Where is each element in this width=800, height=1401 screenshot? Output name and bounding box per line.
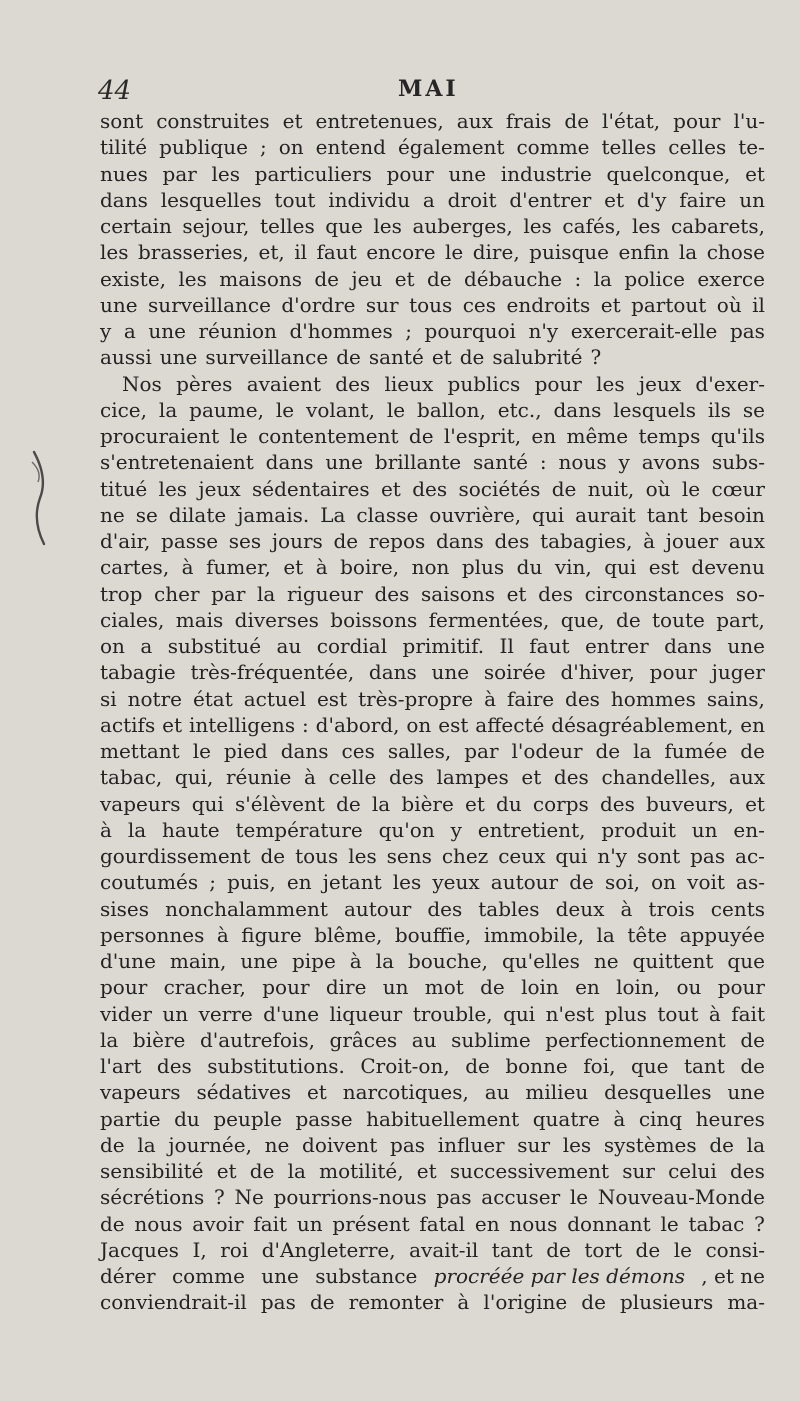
text-line: pour cracher, pour dire un mot de loin en loin, ou pour bbox=[100, 975, 765, 1000]
text-line: s'entretenaient dans une brillante santé : nous y avons subs- bbox=[100, 450, 765, 475]
page-number: 44 bbox=[98, 76, 132, 106]
text-line: sensibilité et de la motilité, et successivement sur celui des bbox=[100, 1159, 765, 1183]
text-line: vider un verre d'une liqueur trouble, qui n'est plus tout à fait bbox=[100, 1001, 765, 1026]
text-line: de nous avoir fait un présent fatal en nous donnant le tabac ? bbox=[100, 1211, 765, 1236]
text-line: tilité publique ; on entend également comme telles celles te- bbox=[100, 135, 765, 160]
text-line: ne se dilate jamais. La classe ouvrière, qui aurait tant besoin bbox=[100, 502, 765, 527]
text-line: à la haute température qu'on y entretient, produit un en- bbox=[100, 817, 765, 842]
text-line: tabac, qui, réunie à celle des lampes et des chandelles, aux bbox=[100, 765, 765, 790]
text-line: de la journée, ne doivent pas influer sur les systèmes de la bbox=[100, 1132, 765, 1157]
text-line: partie du peuple passe habituellement quatre à cinq heures bbox=[100, 1106, 765, 1131]
text-line: d'air, passe ses jours de repos dans des tabagies, à jouer aux bbox=[100, 529, 765, 553]
text-line: cice, la paume, le volant, le ballon, etc., dans lesquels ils se bbox=[100, 397, 765, 422]
text-line: aussi une surveillance de santé et de salubrité ? bbox=[100, 345, 602, 370]
text-line: cartes, à fumer, et à boire, non plus du vin, qui est devenu bbox=[100, 555, 765, 580]
text-line: conviendrait-il pas de remonter à l'origine de plusieurs ma- bbox=[100, 1290, 765, 1315]
text-line: l'art des substitutions. Croit-on, de bonne foi, que tant de bbox=[100, 1054, 765, 1078]
text-line: y a une réunion d'hommes ; pourquoi n'y exercerait-elle pas bbox=[100, 319, 765, 343]
text-line: les brasseries, et, il faut encore le dire, puisque enfin la chose bbox=[100, 240, 765, 265]
text-line: existe, les maisons de jeu et de débauche : la police exerce bbox=[100, 266, 765, 291]
text-line: nues par les particuliers pour une industrie quelconque, et bbox=[100, 161, 765, 186]
margin-bracket-mark bbox=[26, 448, 56, 548]
text-line: sont construites et entretenues, aux frais de l'état, pour l'u- bbox=[100, 109, 765, 133]
text-line: sécrétions ? Ne pourrions-nous pas accuser le Nouveau-Monde bbox=[100, 1185, 765, 1210]
body-text bbox=[100, 108, 765, 1316]
text-line: actifs et intelligens : d'abord, on est affecté désagréablement, en bbox=[100, 712, 765, 737]
text-line: procuraient le contentement de l'esprit, en même temps qu'ils bbox=[100, 424, 765, 448]
text-line: tabagie très-fréquentée, dans une soirée d'hiver, pour juger bbox=[100, 660, 765, 685]
text-line: une surveillance d'ordre sur tous ces endroits et partout où il bbox=[100, 292, 765, 317]
running-head: MAI bbox=[398, 76, 459, 102]
text-line: Jacques I, roi d'Angleterre, avait-il tant de tort de le consi- bbox=[100, 1237, 765, 1262]
text-line: mettant le pied dans ces salles, par l'odeur de la fumée de bbox=[100, 739, 765, 763]
text-line: trop cher par la rigueur des saisons et des circonstances so- bbox=[100, 581, 765, 606]
italic-phrase: procréée par les démons bbox=[433, 1264, 685, 1288]
text-line: titué les jeux sédentaires et des sociétés de nuit, où le cœur bbox=[100, 476, 765, 501]
text-line: si notre état actuel est très-propre à faire des hommes sains, bbox=[100, 686, 765, 711]
page-header bbox=[0, 70, 800, 110]
text-line: coutumés ; puis, en jetant les yeux autour de soi, on voit as- bbox=[100, 870, 765, 895]
text-line: ciales, mais diverses boissons fermentées, que, de toute part, bbox=[100, 607, 765, 632]
text-line: sises nonchalamment autour des tables deux à trois cents bbox=[100, 896, 765, 921]
text-line: certain sejour, telles que les auberges, les cafés, les cabarets, bbox=[100, 214, 765, 238]
text-line: personnes à figure blême, bouffie, immobile, la tête appuyée bbox=[100, 922, 765, 947]
text-line: vapeurs sédatives et narcotiques, au milieu desquelles une bbox=[100, 1080, 765, 1105]
text-line: gourdissement de tous les sens chez ceux qui n'y sont pas ac- bbox=[100, 844, 765, 868]
text-line: on a substitué au cordial primitif. Il faut entrer dans une bbox=[100, 634, 765, 658]
text-line: dans lesquelles tout individu a droit d'entrer et d'y faire un bbox=[100, 187, 765, 212]
text-line: vapeurs qui s'élèvent de la bière et du corps des buveurs, et bbox=[100, 791, 765, 816]
text-line: la bière d'autrefois, grâces au sublime perfectionnement de bbox=[100, 1027, 765, 1052]
text-line: dérer comme une substance procréée par les démons , et ne bbox=[100, 1264, 765, 1288]
text-line: d'une main, une pipe à la bouche, qu'elles ne quittent que bbox=[100, 949, 765, 973]
text-line: Nos pères avaient des lieux publics pour les jeux d'exer- bbox=[122, 371, 765, 396]
